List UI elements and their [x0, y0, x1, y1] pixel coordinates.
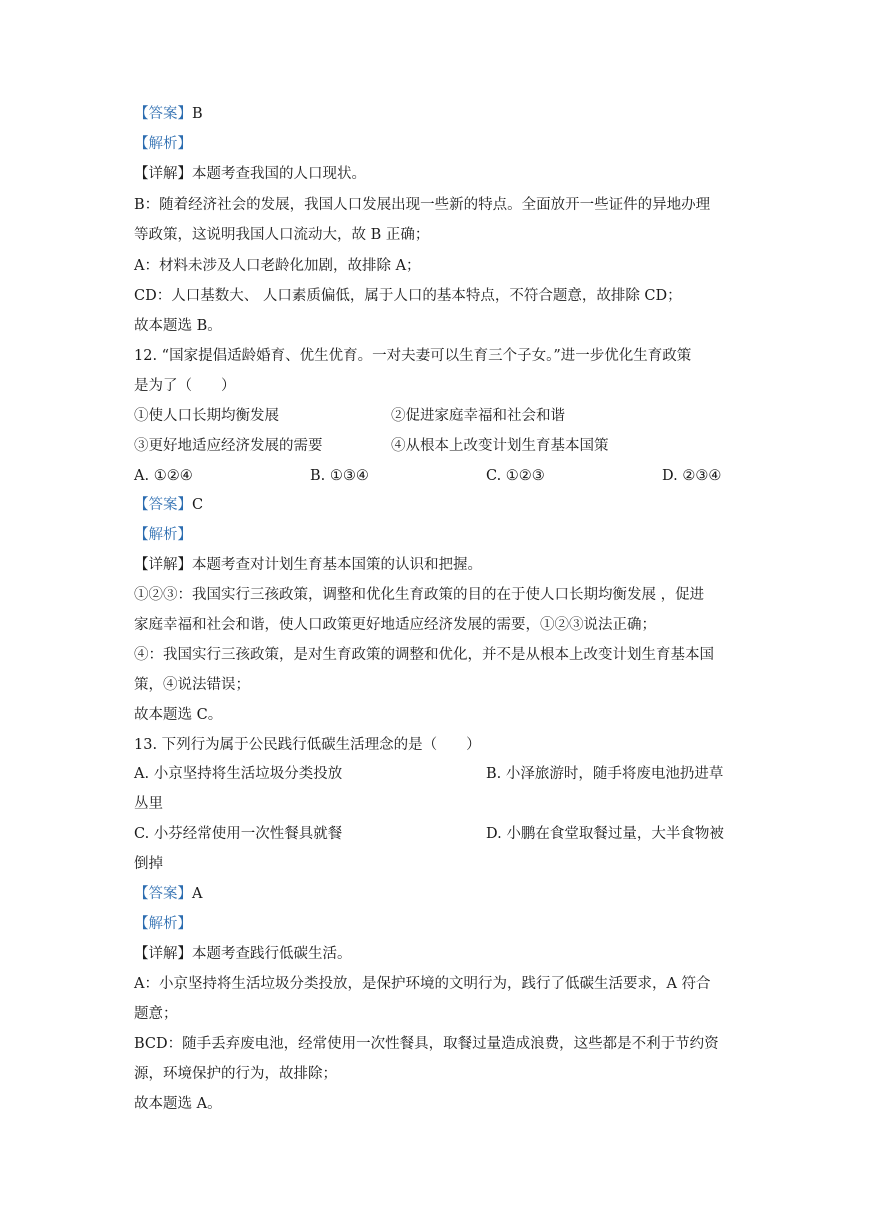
q11-line-1: B：随着经济社会的发展，我国人口发展出现一些新的特点。全面放开一些证件的异地办理 — [134, 197, 711, 213]
q12-item-1: ①使人口长期均衡发展 — [134, 408, 279, 424]
q11-answer-line — [134, 104, 739, 124]
q12-detail-line — [134, 555, 739, 575]
answer-tag: 【答案】 — [134, 497, 192, 513]
q12-stem-line2: 是为了（ ） — [134, 378, 236, 394]
q13-detail-line — [134, 944, 739, 964]
q12-analysis-tag: 【解析】 — [134, 527, 192, 543]
q13-option-b-cont: 丛里 — [134, 796, 163, 812]
q13-line-5: 故本题选 A。 — [134, 1096, 222, 1112]
q11-line-3: A：材料未涉及人口老龄化加剧，故排除 A； — [134, 258, 421, 274]
q12-line-2: 家庭幸福和社会和谐，使人口政策更好地适应经济发展的需要，①②③说法正确； — [134, 617, 656, 633]
answer-value: B — [192, 106, 203, 122]
q11-detail-line — [134, 164, 739, 184]
detail-tag: 【详解】 — [134, 557, 192, 573]
q12-option-c: C. ①②③ — [486, 468, 545, 484]
q12-option-d: D. ②③④ — [662, 468, 722, 484]
q13-option-b: B. 小泽旅游时，随手将废电池扔进草 — [486, 766, 724, 782]
q12-line-4: 策，④说法错误； — [134, 677, 250, 693]
detail-tag: 【详解】 — [134, 946, 192, 962]
q12-answer-line — [134, 495, 739, 515]
answer-tag: 【答案】 — [134, 106, 192, 122]
q13-option-d: D. 小鹏在食堂取餐过量，大半食物被 — [486, 826, 724, 842]
q11-line-5: 故本题选 B。 — [134, 318, 222, 334]
q12-stem-line1: 12. “国家提倡适龄婚育、优生优育。一对夫妻可以生育三个子女。”进一步优化生育政策 — [134, 348, 692, 364]
q11-line-4: CD：人口基数大、 人口素质偏低，属于人口的基本特点，不符合题意，故排除 CD； — [134, 288, 682, 304]
q13-option-c: C. 小芬经常使用一次性餐具就餐 — [134, 826, 343, 842]
q11-analysis-tag: 【解析】 — [134, 136, 192, 152]
q12-line-5: 故本题选 C。 — [134, 707, 223, 723]
q12-line-1: ①②③：我国实行三孩政策，调整和优化生育政策的目的在于使人口长期均衡发展 ，促进 — [134, 587, 705, 603]
q12-line-3: ④：我国实行三孩政策，是对生育政策的调整和优化，并不是从根本上改变计划生育基本国 — [134, 647, 714, 663]
q12-item-2: ②促进家庭幸福和社会和谐 — [391, 408, 565, 424]
q13-option-a: A. 小京坚持将生活垃圾分类投放 — [134, 766, 343, 782]
q13-answer-line — [134, 884, 739, 904]
detail-text: 本题考查践行低碳生活。 — [192, 946, 352, 962]
q13-analysis-tag: 【解析】 — [134, 916, 192, 932]
q13-line-1: A：小京坚持将生活垃圾分类投放，是保护环境的文明行为，践行了低碳生活要求，A 符合 — [134, 976, 711, 992]
q13-line-4: 源，环境保护的行为，故排除； — [134, 1066, 337, 1082]
q12-item-4: ④从根本上改变计划生育基本国策 — [391, 438, 609, 454]
answer-tag: 【答案】 — [134, 886, 192, 902]
detail-text: 本题考查我国的人口现状。 — [192, 166, 366, 182]
q12-option-b: B. ①③④ — [310, 468, 369, 484]
q13-line-2: 题意； — [134, 1006, 178, 1022]
answer-value: C — [192, 497, 204, 513]
q12-item-3: ③更好地适应经济发展的需要 — [134, 438, 323, 454]
answer-value: A — [192, 886, 203, 902]
q12-option-a: A. ①②④ — [134, 468, 193, 484]
q13-stem: 13. 下列行为属于公民践行低碳生活理念的是（ ） — [134, 737, 481, 753]
detail-tag: 【详解】 — [134, 166, 192, 182]
q11-line-2: 等政策，这说明我国人口流动大，故 B 正确； — [134, 227, 430, 243]
q13-option-d-cont: 倒掉 — [134, 856, 163, 872]
q13-line-3: BCD：随手丢弃废电池，经常使用一次性餐具，取餐过量造成浪费，这些都是不利于节约资 — [134, 1036, 719, 1052]
detail-text: 本题考查对计划生育基本国策的认识和把握。 — [192, 557, 482, 573]
